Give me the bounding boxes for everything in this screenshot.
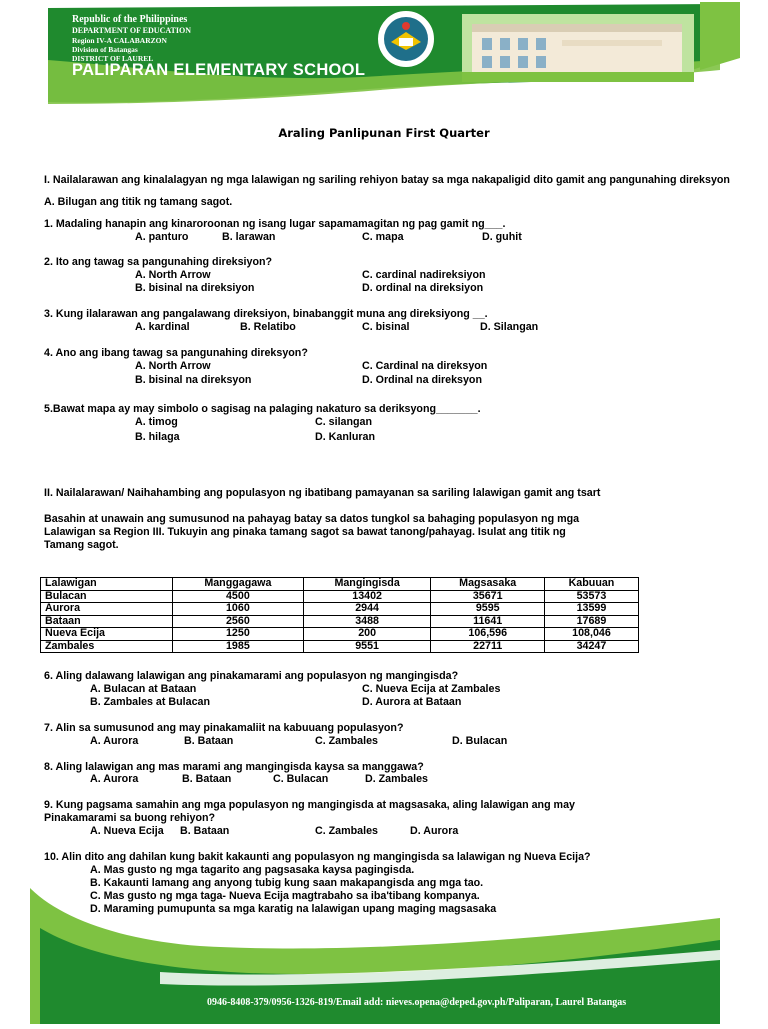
q7-choice-a: A. Aurora — [90, 735, 139, 747]
table-cell: 11641 — [431, 615, 544, 628]
table-cell: 35671 — [431, 590, 544, 603]
q3-choice-c: C. bisinal — [362, 321, 410, 333]
table-cell: 13599 — [544, 603, 638, 616]
q4-choice-c: C. Cardinal na direksyon — [362, 360, 488, 372]
question-7: 7. Alin sa sumusunod ang may pinakamaliit na kabuuang populasyon? — [44, 722, 404, 734]
table-cell: Zambales — [41, 640, 173, 653]
table-cell: 9551 — [303, 640, 431, 653]
q9-choice-c: C. Zambales — [315, 825, 378, 837]
q5-choice-c: C. silangan — [315, 416, 373, 428]
table-cell: Nueva Ecija — [41, 628, 173, 641]
question-1: 1. Madaling hanapin ang kinaroroonan ng isang lugar sapamamagitan ng pag gamit ng___. — [44, 218, 506, 230]
table-cell: 3488 — [303, 615, 431, 628]
school-name: PALIPARAN ELEMENTARY SCHOOL — [72, 61, 366, 79]
q6-choice-a: A. Bulacan at Bataan — [90, 683, 197, 695]
table-cell: 2944 — [303, 603, 431, 616]
q9-choice-a: A. Nueva Ecija — [90, 825, 164, 837]
q10-choice-c: C. Mas gusto ng mga taga- Nueva Ecija magtrabaho sa iba'tibang kompanya. — [90, 890, 480, 902]
q3-choice-d: D. Silangan — [480, 321, 539, 333]
table-cell: 22711 — [431, 640, 544, 653]
q8-choice-a: A. Aurora — [90, 773, 139, 785]
part1-heading: I. Nailalarawan ang kinalalagyan ng mga lalawigan ng sariling rehiyon batay sa mga nakapaligid dito gamit ang pangunahing direksyon — [44, 174, 730, 186]
table-cell: 2560 — [173, 615, 304, 628]
q6-choice-d: D. Aurora at Bataan — [362, 696, 462, 708]
table-header: Kabuuan — [544, 578, 638, 591]
q1-choice-b: B. larawan — [222, 231, 276, 243]
table-header: Lalawigan — [41, 578, 173, 591]
q2-choice-d: D. ordinal na direksiyon — [362, 282, 484, 294]
q3-choice-b: B. Relatibo — [240, 321, 296, 333]
q4-choice-b: B. bisinal na direksyon — [135, 374, 252, 386]
header-banner — [0, 0, 768, 110]
q4-choice-a: A. North Arrow — [135, 360, 211, 372]
header-department: DEPARTMENT OF EDUCATION — [72, 26, 191, 35]
table-header: Manggagawa — [173, 578, 304, 591]
table-cell: 1060 — [173, 603, 304, 616]
table-cell: 4500 — [173, 590, 304, 603]
table-header: Magsasaka — [431, 578, 544, 591]
q5-choice-b: B. hilaga — [135, 431, 180, 443]
population-table — [40, 577, 639, 653]
header-district: DISTRICT OF LAUREL — [72, 54, 154, 63]
table-row — [41, 628, 639, 641]
table-cell: 108,046 — [544, 628, 638, 641]
q9-choice-d: D. Aurora — [410, 825, 459, 837]
table-header: Mangingisda — [303, 578, 431, 591]
q6-choice-b: B. Zambales at Bulacan — [90, 696, 210, 708]
q10-choice-d: D. Maraming pumupunta sa mga karatig na lalawigan upang maging magsasaka — [90, 903, 497, 915]
q2-choice-b: B. bisinal na direksiyon — [135, 282, 255, 294]
q7-choice-c: C. Zambales — [315, 735, 378, 747]
q3-choice-a: A. kardinal — [135, 321, 190, 333]
table-row — [41, 590, 639, 603]
question-8: 8. Aling lalawigan ang mas marami ang mangingisda kaysa sa manggawa? — [44, 761, 424, 773]
question-2: 2. Ito ang tawag sa pangunahing direksiyon? — [44, 256, 273, 268]
table-row — [41, 603, 639, 616]
table-cell: Aurora — [41, 603, 173, 616]
q4-choice-d: D. Ordinal na direksyon — [362, 374, 482, 386]
part2-intro-line1: Basahin at unawain ang sumusunod na pahayag batay sa datos tungkol sa bahaging populasyon ng mga — [44, 513, 580, 525]
table-cell: Bataan — [41, 615, 173, 628]
question-10: 10. Alin dito ang dahilan kung bakit kakaunti ang populasyon ng mangingisda sa lalawigan ng Nueva Ecija? — [44, 851, 591, 863]
q7-choice-b: B. Bataan — [184, 735, 234, 747]
table-cell: 17689 — [544, 615, 638, 628]
part2-intro-line3: Tamang sagot. — [44, 539, 119, 551]
question-9-line1: 9. Kung pagsama samahin ang mga populasyon ng mangingisda at magsasaka, aling lalawigan ang may — [44, 799, 575, 811]
q9-choice-b: B. Bataan — [180, 825, 230, 837]
table-cell: 13402 — [303, 590, 431, 603]
question-6: 6. Aling dalawang lalawigan ang pinakamarami ang populasyon ng mangingisda? — [44, 670, 459, 682]
header-division: Division of Batangas — [72, 45, 138, 54]
part2-heading: II. Nailalarawan/ Naihahambing ang populasyon ng ibatibang pamayanan sa sariling lalawigan gamit ang tsart — [44, 487, 601, 499]
question-4: 4. Ano ang ibang tawag sa pangunahing direksyon? — [44, 347, 308, 359]
question-5: 5.Bawat mapa ay may simbolo o sagisag na palaging nakaturo sa deriksyong_______. — [44, 403, 481, 415]
table-cell: 9595 — [431, 603, 544, 616]
q1-choice-c: C. mapa — [362, 231, 404, 243]
q8-choice-b: B. Bataan — [182, 773, 232, 785]
school-building-icon — [462, 14, 694, 82]
table-cell: 1250 — [173, 628, 304, 641]
document-title: Araling Panlipunan First Quarter — [278, 126, 490, 140]
table-cell: 200 — [303, 628, 431, 641]
part2-intro-line2: Lalawigan sa Region III. Tukuyin ang pinaka tamang sagot sa bawat tanong/pahayag. Isulat ang titik ng — [44, 526, 566, 538]
q1-choice-d: D. guhit — [482, 231, 522, 243]
q2-choice-c: C. cardinal nadireksiyon — [362, 269, 486, 281]
q8-choice-d: D. Zambales — [365, 773, 428, 785]
table-cell: 34247 — [544, 640, 638, 653]
q2-choice-a: A. North Arrow — [135, 269, 211, 281]
question-9-line2: Pinakamarami sa buong rehiyon? — [44, 812, 216, 824]
table-cell: 53573 — [544, 590, 638, 603]
question-3: 3. Kung ilalarawan ang pangalawang direksiyon, binabanggit muna ang direksiyong __. — [44, 308, 488, 320]
q10-choice-a: A. Mas gusto ng mga tagarito ang pagsasaka kaysa pagingisda. — [90, 864, 415, 876]
footer-contact: 0946-8408-379/0956-1326-819/Email add: nieves.opena@deped.gov.ph/Paliparan, Laurel Batangas — [207, 997, 627, 1008]
table-header-row — [41, 578, 639, 591]
q1-choice-a: A. panturo — [135, 231, 189, 243]
table-cell: 1985 — [173, 640, 304, 653]
school-logo-icon — [375, 8, 437, 70]
q10-choice-b: B. Kakaunti lamang ang anyong tubig kung saan makapangisda ang mga tao. — [90, 877, 484, 889]
table-cell: Bulacan — [41, 590, 173, 603]
q8-choice-c: C. Bulacan — [273, 773, 329, 785]
part1-instruction: A. Bilugan ang titik ng tamang sagot. — [44, 196, 233, 208]
q5-choice-a: A. timog — [135, 416, 178, 428]
header-republic: Republic of the Philippines — [72, 14, 188, 25]
q5-choice-d: D. Kanluran — [315, 431, 375, 443]
header-region: Region IV-A CALABARZON — [72, 36, 167, 45]
table-cell: 106,596 — [431, 628, 544, 641]
q6-choice-c: C. Nueva Ecija at Zambales — [362, 683, 501, 695]
table-row — [41, 615, 639, 628]
table-row — [41, 640, 639, 653]
q7-choice-d: D. Bulacan — [452, 735, 508, 747]
